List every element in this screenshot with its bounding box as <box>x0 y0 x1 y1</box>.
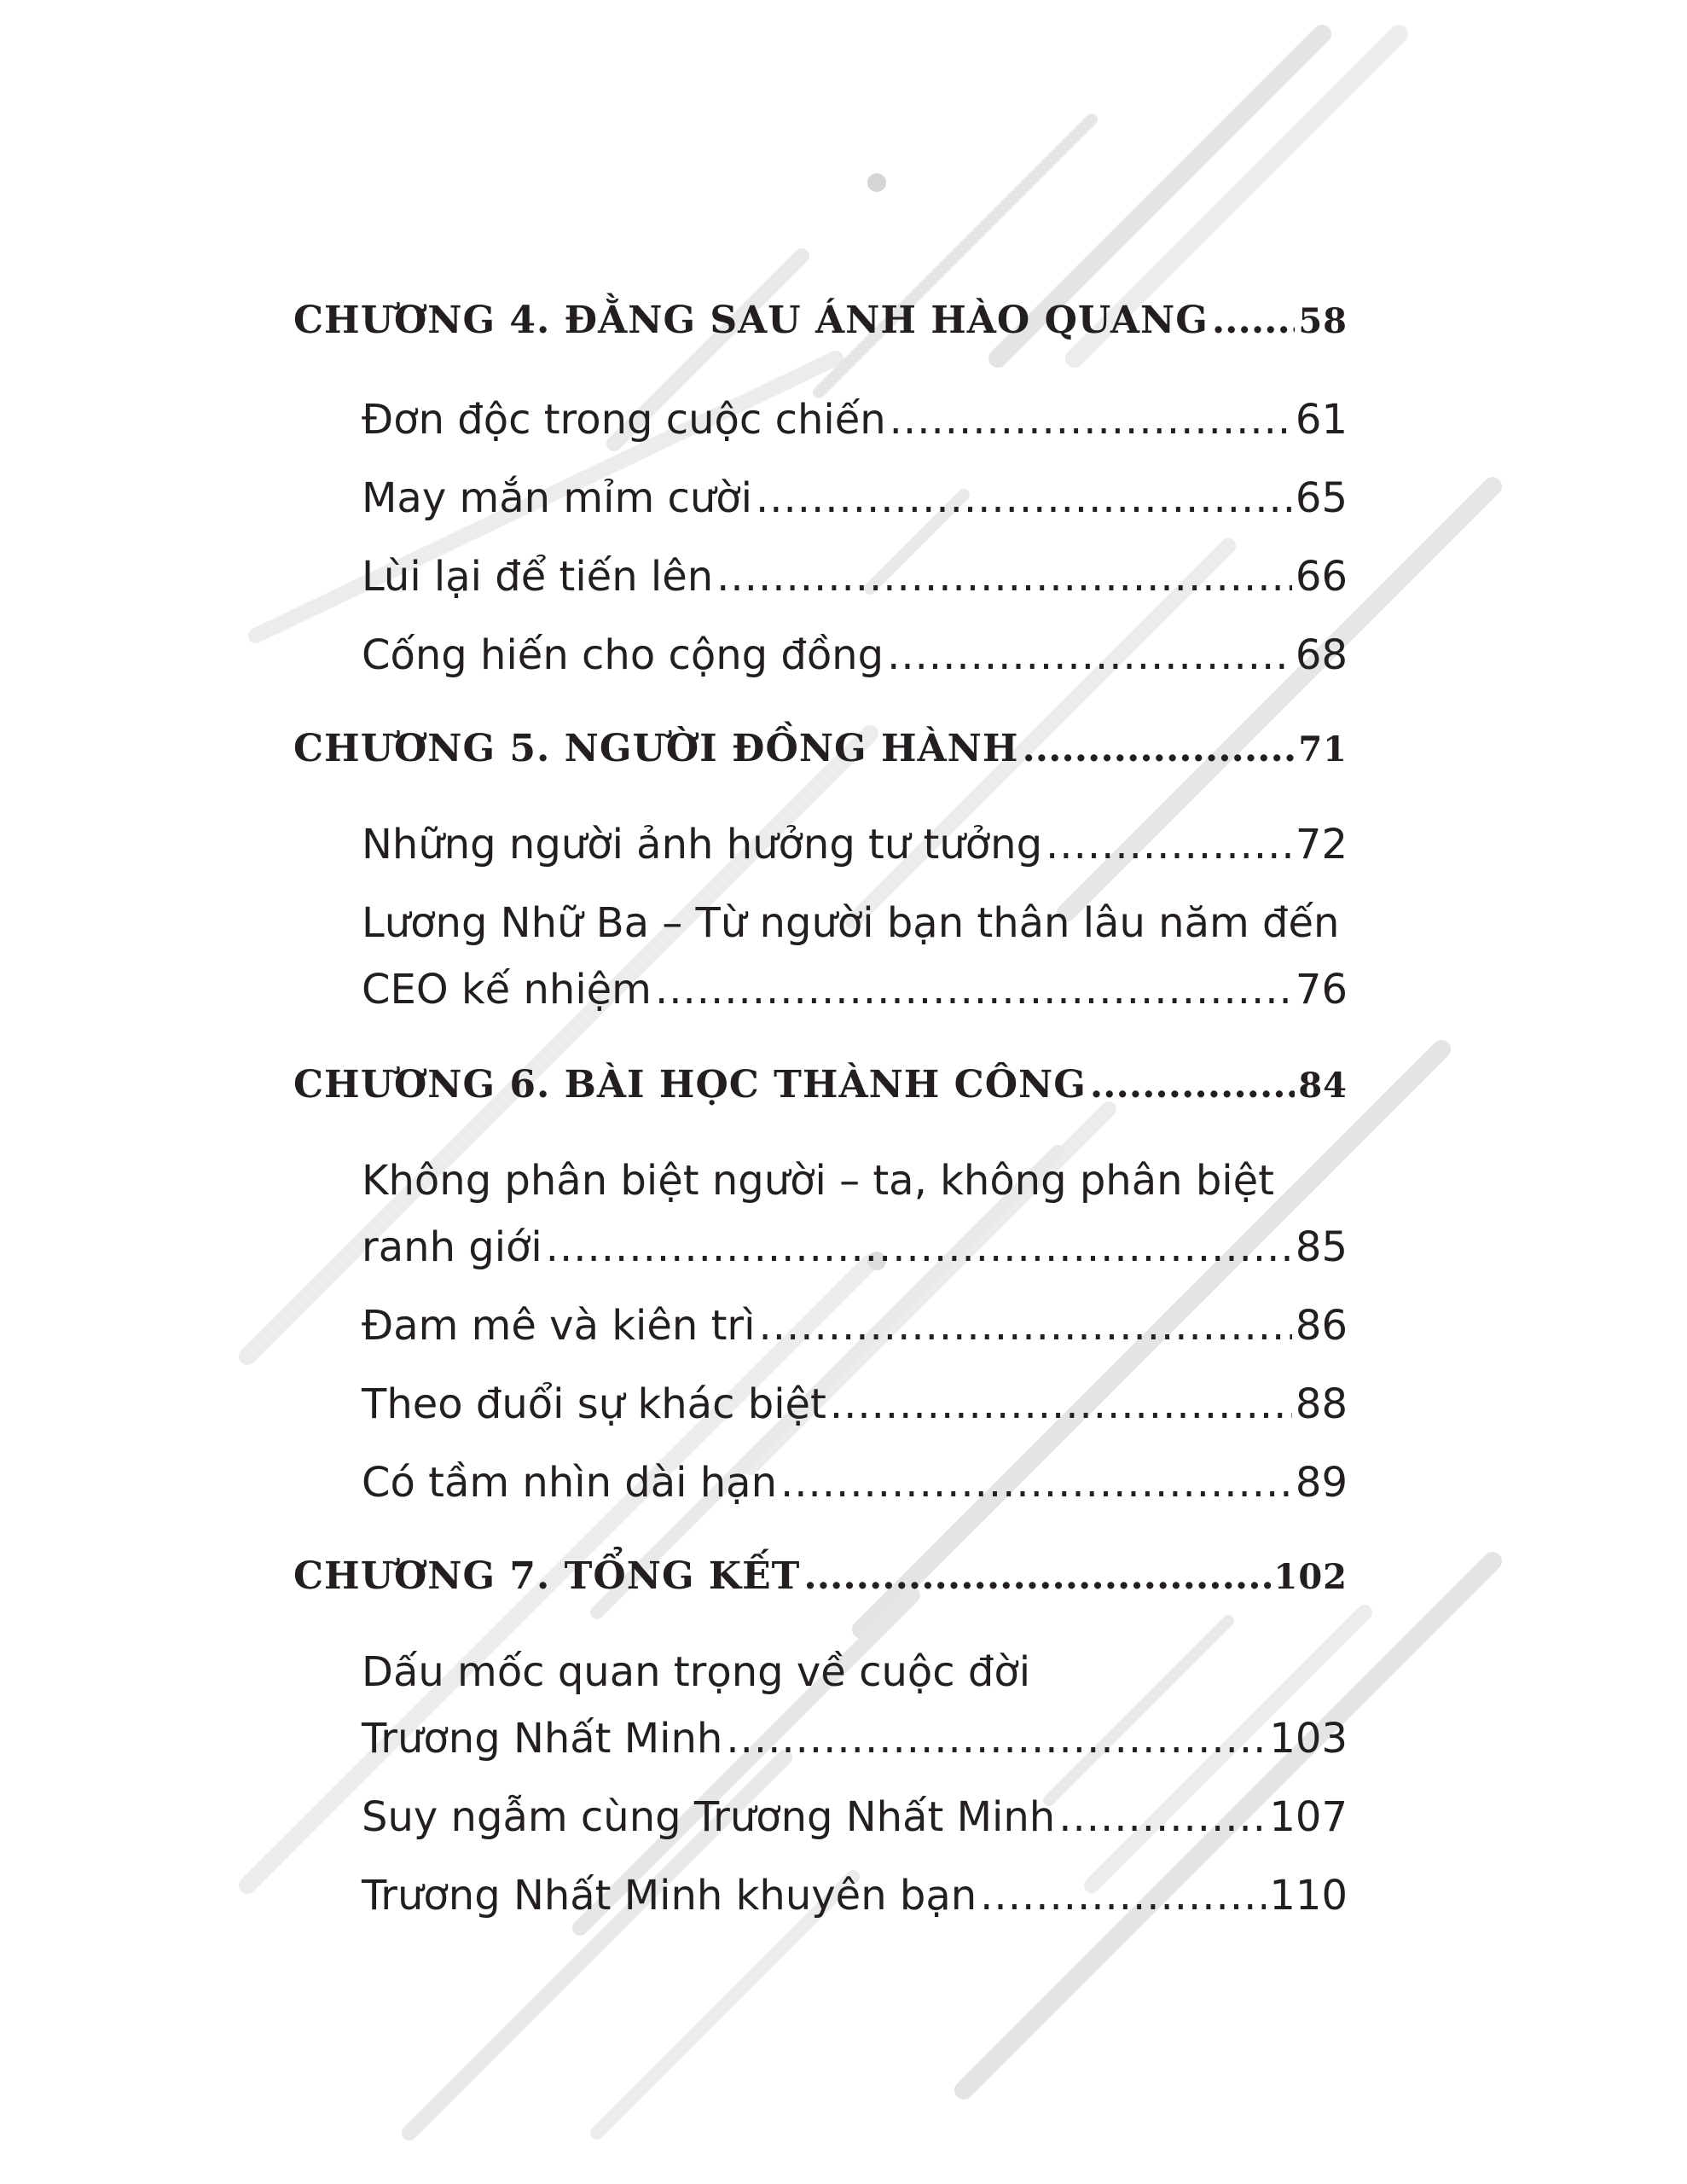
page-number: 86 <box>1295 1302 1348 1350</box>
page-number: 66 <box>1295 553 1348 601</box>
page-number: 71 <box>1298 729 1348 770</box>
entry-title: Có tầm nhìn dài hạn <box>362 1459 777 1507</box>
entry-title: Những người ảnh hưởng tư tưởng <box>362 821 1043 868</box>
toc-entry[interactable] <box>362 1793 1348 1841</box>
dot-leader <box>1058 1793 1266 1841</box>
dot-leader <box>780 1459 1292 1507</box>
entry-title: Suy ngẫm cùng Trương Nhất Minh <box>362 1793 1056 1841</box>
toc-entry[interactable] <box>362 631 1348 679</box>
toc-entry[interactable] <box>362 966 1348 1014</box>
page-number: 102 <box>1273 1557 1348 1597</box>
dot-leader <box>1090 1063 1296 1107</box>
toc-entry[interactable] <box>362 1380 1348 1428</box>
toc-chapter-5[interactable] <box>293 727 1348 770</box>
dot-leader <box>830 1380 1292 1428</box>
dot-leader <box>726 1715 1266 1763</box>
toc-entry[interactable] <box>362 474 1348 522</box>
entry-title: ranh giới <box>362 1223 542 1271</box>
page-number: 85 <box>1295 1223 1348 1271</box>
entry-title: Theo đuổi sự khác biệt <box>362 1380 826 1428</box>
page-number: 107 <box>1269 1793 1348 1841</box>
page-number: 65 <box>1295 474 1348 522</box>
page-number: 72 <box>1295 821 1348 868</box>
dot-leader <box>1022 727 1295 770</box>
dot-leader <box>1046 821 1292 868</box>
toc-entry[interactable] <box>362 396 1348 444</box>
dot-leader <box>716 553 1292 601</box>
dot-leader <box>756 474 1292 522</box>
chapter-title: CHƯƠNG 4. ĐẰNG SAU ÁNH HÀO QUANG <box>293 299 1209 342</box>
toc-entry[interactable] <box>362 1302 1348 1350</box>
toc-entry[interactable] <box>362 1223 1348 1271</box>
page-number: 76 <box>1295 966 1348 1014</box>
entry-title-line-1: Dấu mốc quan trọng về cuộc đời <box>362 1648 1031 1696</box>
entry-title: Lùi lại để tiến lên <box>362 553 714 601</box>
entry-title-line-1: Không phân biệt người – ta, không phân biệt <box>362 1157 1274 1205</box>
toc-chapter-7[interactable] <box>293 1554 1348 1598</box>
entry-title: Trương Nhất Minh khuyên bạn <box>362 1872 977 1920</box>
page-number: 68 <box>1295 631 1348 679</box>
toc-entry[interactable] <box>362 1459 1348 1507</box>
page-number: 103 <box>1269 1715 1348 1763</box>
chapter-title: CHƯƠNG 7. TỔNG KẾT <box>293 1554 801 1598</box>
dot-leader <box>887 631 1292 679</box>
entry-title: Trương Nhất Minh <box>362 1715 723 1763</box>
toc-entry[interactable] <box>362 1715 1348 1763</box>
entry-title-line-1: Lương Nhữ Ba – Từ người bạn thân lâu năm đến <box>362 899 1340 947</box>
page-number: 88 <box>1295 1380 1348 1428</box>
dot-leader <box>655 966 1292 1014</box>
toc-chapter-4[interactable] <box>293 299 1348 342</box>
entry-title: May mắn mỉm cười <box>362 474 752 522</box>
toc-entry[interactable] <box>362 821 1348 868</box>
entry-title: Đơn độc trong cuộc chiến <box>362 396 886 444</box>
page-number: 89 <box>1295 1459 1348 1507</box>
page-number: 61 <box>1295 396 1348 444</box>
entry-title: Đam mê và kiên trì <box>362 1302 756 1350</box>
page-number: 110 <box>1269 1872 1348 1920</box>
dot-leader <box>546 1223 1292 1271</box>
toc-entry[interactable] <box>362 1872 1348 1920</box>
page-number: 84 <box>1298 1066 1348 1106</box>
dot-leader <box>758 1302 1291 1350</box>
chapter-title: CHƯƠNG 6. BÀI HỌC THÀNH CÔNG <box>293 1063 1087 1107</box>
entry-title: CEO kế nhiệm <box>362 966 652 1014</box>
page-number: 58 <box>1298 301 1348 341</box>
chapter-title: CHƯƠNG 5. NGƯỜI ĐỒNG HÀNH <box>293 727 1019 770</box>
toc-chapter-6[interactable] <box>293 1063 1348 1107</box>
toc-entry[interactable] <box>362 553 1348 601</box>
dot-leader <box>890 396 1292 444</box>
dot-leader <box>1212 299 1295 342</box>
dot-leader <box>803 1554 1270 1598</box>
entry-title: Cống hiến cho cộng đồng <box>362 631 884 679</box>
dot-leader <box>980 1872 1266 1920</box>
